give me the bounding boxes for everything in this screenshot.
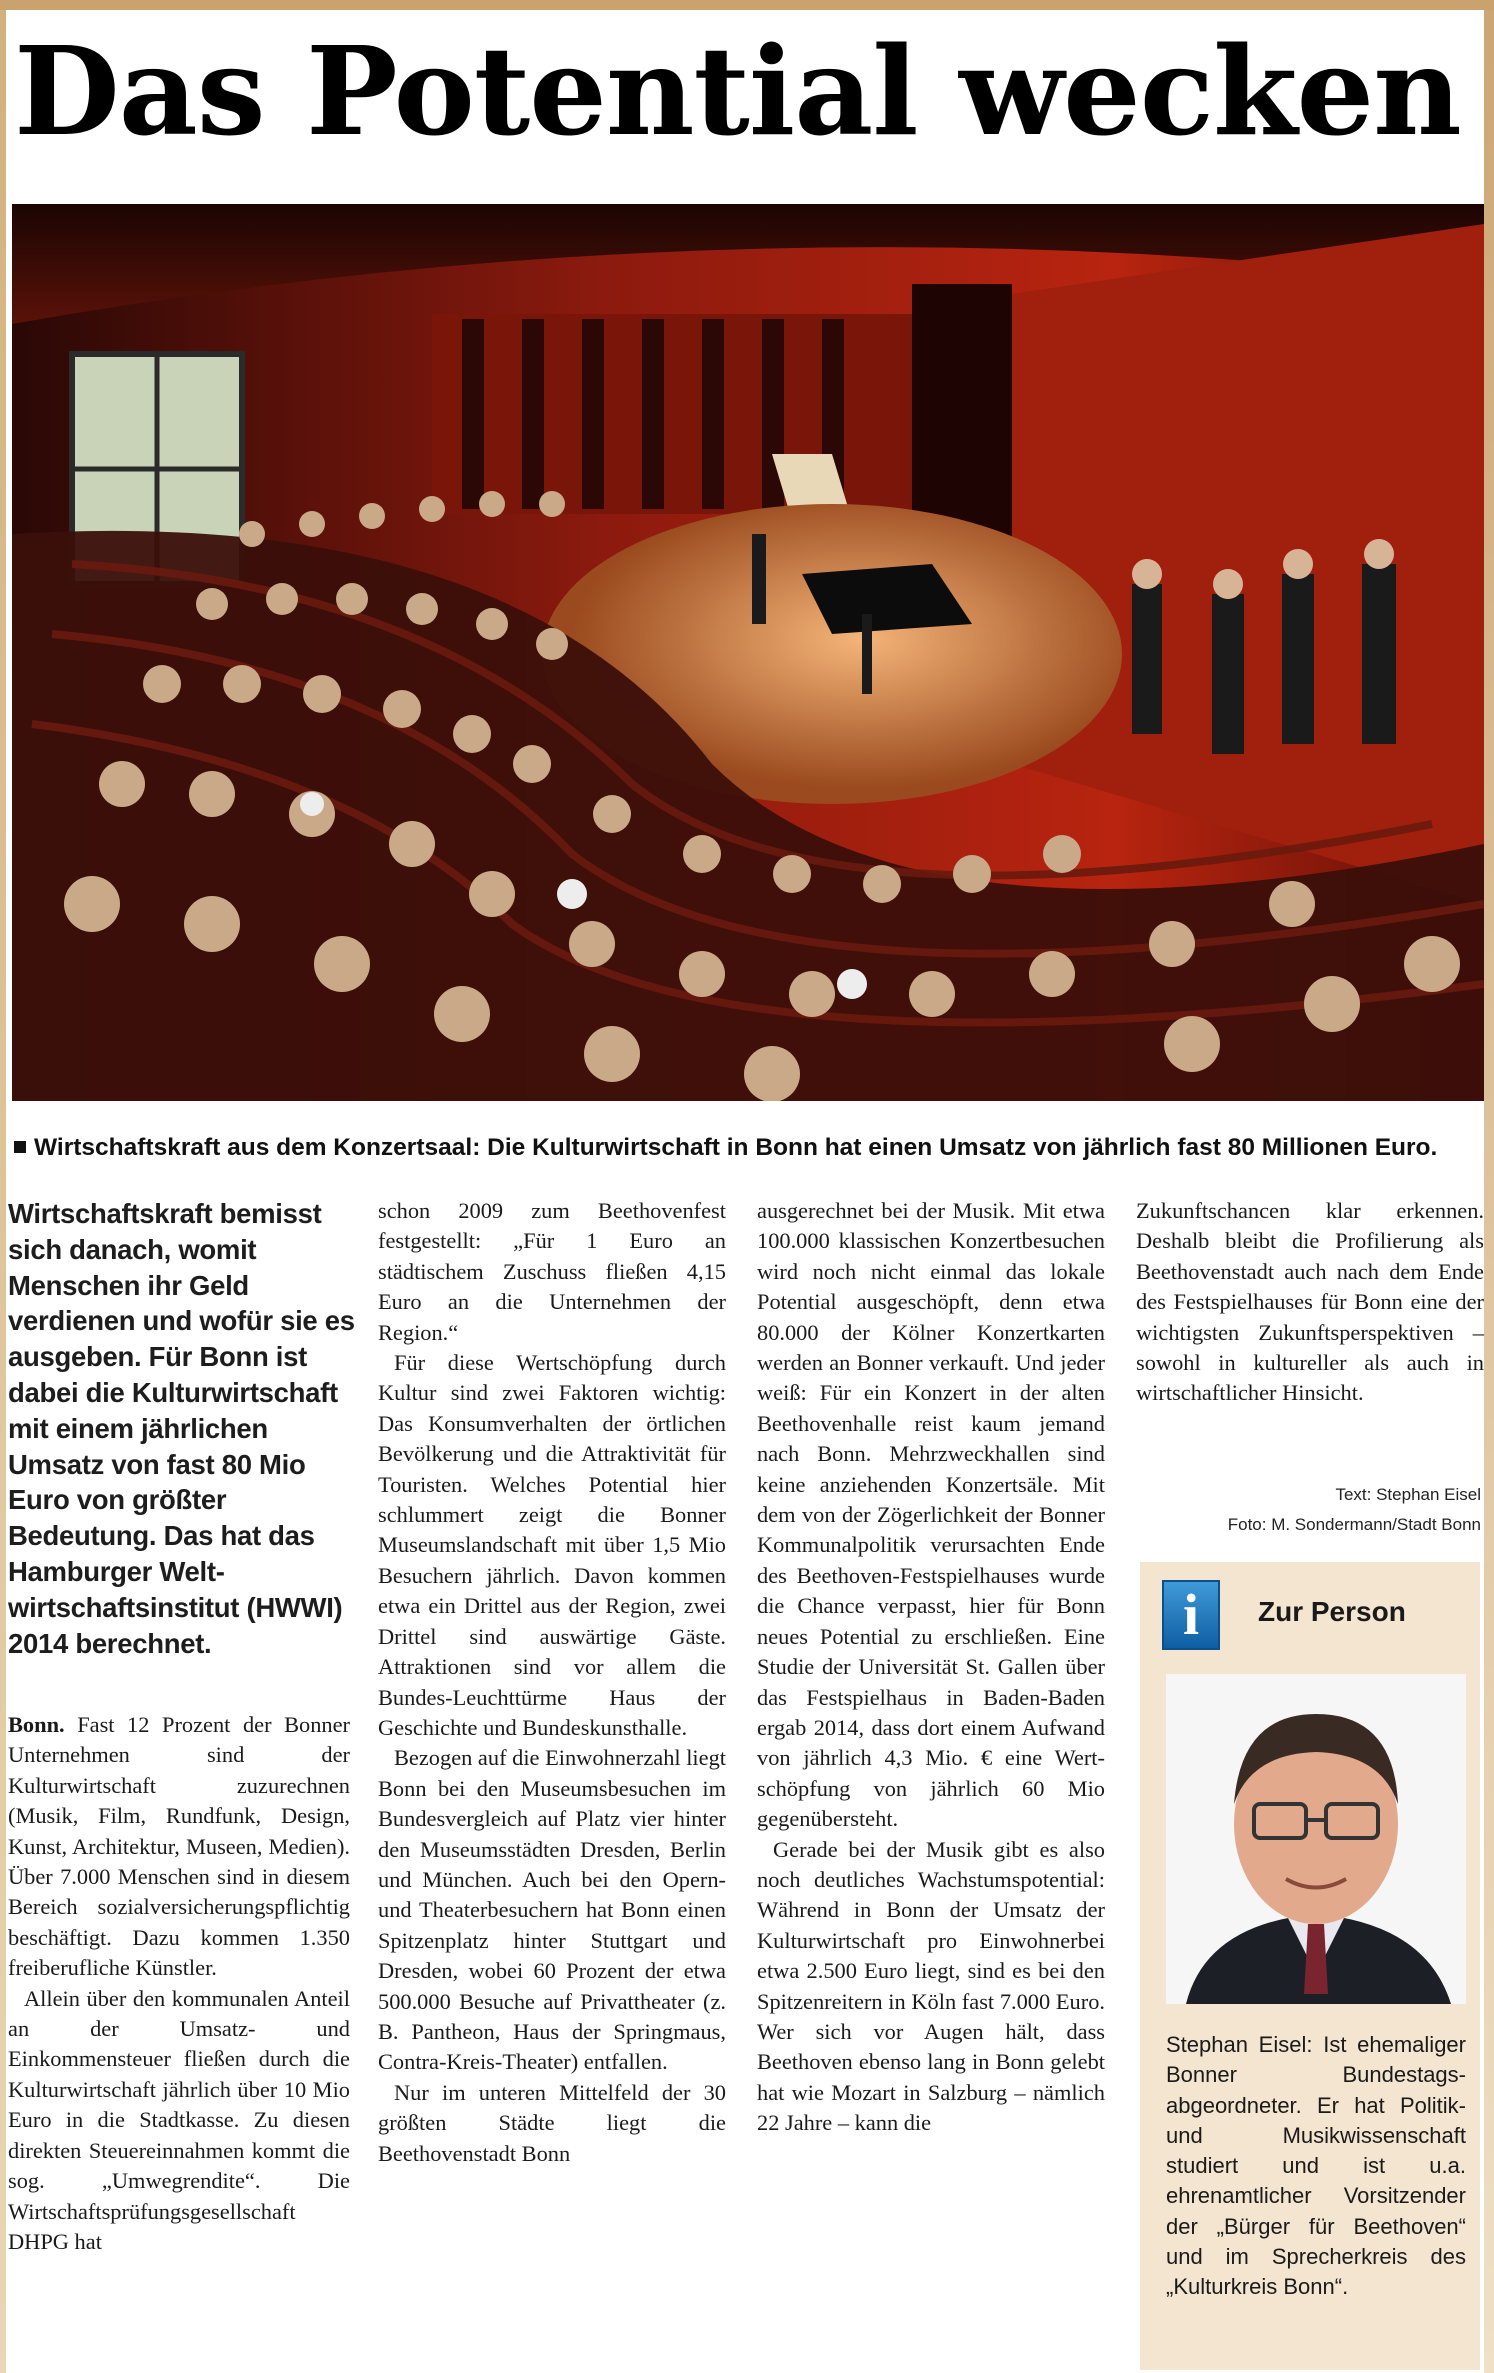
article-column-4 (1136, 1196, 1484, 1409)
caption-bullet (14, 1141, 26, 1153)
headline: Das Potential wecken (14, 19, 1461, 163)
credits (1136, 1480, 1481, 1540)
article-paragraph: Bezogen auf die Einwohnerzahl liegt Bonn bei den Museumsbesuchen im Bundesvergleich auf Platz vier hinter den Museumsstädten Dresden, Berlin und München. Auch bei den Opern- und Theaterbesuchern hat Bonn einen Spitzenplatz hinter Stuttgart und Dresden, wobei 60 Prozent der etwa 500.000 Besuche auf Privattheater (z. B. Pantheon, Haus der Springmaus, Contra-Kreis-Theater) entfallen. (378, 1745, 727, 2075)
photo-caption (14, 1128, 1484, 1168)
article-paragraph: schon 2009 zum Beethovenfest festgestellt: „Für 1 Euro an städtischem Zuschuss fließen 4,15 Euro an die Unternehmen der Region.“ (378, 1198, 726, 1345)
concert-hall-photo (12, 204, 1484, 1101)
caption-text: Wirtschaftskraft aus dem Konzertsaal: Die Kulturwirtschaft in Bonn hat einen Umsatz von jährlich fast 80 Millionen Euro. (34, 1134, 1438, 1161)
page-left-border (0, 10, 6, 2373)
article-paragraph: Bonn. Fast 12 Prozent der Bonner Unternehmen sind der Kulturwirtschaft zuzurechnen (Musik, Film, Rundfunk, Design, Kunst, Architektur, Museen, Medien). Über 7.000 Menschen sind in diesem Bereich sozialversicherungspflichtig beschäftigt. Dazu kommen 1.350 freiberufliche Künstler. (8, 1712, 350, 1981)
info-box (1140, 1562, 1480, 2370)
article-paragraph: Für diese Wertschöpfung durch Kultur sind zwei Faktoren wichtig: Das Konsumverhalten der örtlichen Bevölkerung und die Attraktivität für Touristen. Welches Potential hier schlummert zeigt die Bonner Museumslandschaft mit über 1,5 Mio Besuchern jährlich. Davon kommen etwa ein Drittel aus der Region, zwei Drittel sind auswärtige Gäste. Attraktionen sind vor allem die Bundes-Leuchttürme Haus der Geschichte und Bundeskunsthalle. (378, 1350, 726, 1740)
info-box-title: Zur Person (1258, 1596, 1406, 1627)
info-icon: i (1162, 1580, 1220, 1650)
author-portrait (1166, 1674, 1466, 2004)
text-credit: Text: Stephan Eisel (1335, 1485, 1481, 1504)
concert-hall-illustration (12, 204, 1484, 1101)
article-column-1 (8, 1710, 350, 2257)
dateline: Bonn. (8, 1712, 65, 1737)
page-top-border (0, 0, 1494, 10)
article-column-3 (757, 1196, 1105, 2139)
article-paragraph: Gerade bei der Musik gibt es also noch deutliches Wachstumspotential: Während in Bonn der Umsatz der Kulturwirtschaft pro Einwohnerbei etwa 2.500 Euro liegt, sind es bei den Spitzenreitern in Köln fast 7.000 Euro. Wer sich vor Augen hält, dass Beethoven ebenso lang in Bonn gelebt hat wie Mozart in Salzburg – nämlich 22 Jahre – kann die (757, 1836, 1105, 2136)
article-paragraph: Allein über den kommunalen Anteil an der Umsatz- und Einkommensteuer fließen durch die Kulturwirtschaft jährlich über 10 Mio Euro in die Stadtkasse. Zu diesen direkten Steuereinnahmen kommt die sog. „Umwegrendite“. Die Wirtschaftsprüfungsgesellschaft DHPG hat (8, 1985, 350, 2254)
article-paragraph: ausgerechnet bei der Musik. Mit etwa 100.000 klassischen Konzertbesuchen wird noch nicht einmal das lokale Potential ausgeschöpft, denn etwa 80.000 der Kölner Konzertkarten werden an Bonner verkauft. Und jeder weiß: Für ein Konzert in der alten Beethovenhalle reist kaum jemand nach Bonn. Mehrzweckhallen sind keine anziehenden Konzertsäle. Mit dem von der Zögerlichkeit der Bonner Kommunalpolitik verursachten Ende des Beethoven-Festspielhauses wurde die Chance verpasst, hier für Bonn neues Potential zu erschließen. Eine Studie der Universität St. Gallen über das Festspielhaus in Baden-Baden ergab 2014, dass dort einem Aufwand von jährlich 4,3 Mio. € eine Wertschöpfung von jährlich 60 Mio gegenübersteht. (757, 1198, 1105, 1832)
lead-paragraph: Wirtschaftskraft bemisst sich danach, womit Menschen ihr Geld verdienen und wofür sie es ausgeben. Für Bonn ist dabei die Kulturwirtschaft mit einem jährlichen Umsatz von fast 80 Mio Euro von größter Bedeutung. Das hat das Hamburger Weltwirtschaftsinstitut (HWWI) 2014 berechnet. (8, 1198, 355, 1659)
article-paragraph: Nur im unteren Mittelfeld der 30 größten Städte liegt die Beethovenstadt Bonn (378, 2079, 726, 2166)
article-paragraph: Zukunftschancen klar erkennen. Deshalb bleibt die Profilierung als Beethovenstadt auch nach dem Ende des Festspielhauses für Bonn eine der wichtigsten Zukunftsperspektiven – sowohl in kultureller als auch in wirtschaftlicher Hinsicht. (1136, 1198, 1484, 1406)
photo-credit: Foto: M. Sondermann/Stadt Bonn (1227, 1515, 1481, 1534)
article-column-2 (378, 1196, 726, 2169)
page-right-border (1484, 10, 1494, 2373)
author-portrait-illustration (1166, 1674, 1466, 2004)
info-box-text: Stephan Eisel: Ist ehemaliger Bonner Bundestagsabgeordneter. Er hat Politik- und Musikwissenschaft studiert und ist u.a. ehrenamtlicher Vorsitzender der „Bürger für Beethoven“ und im Sprecherkreis des „Kulturkreis Bonn“. (1166, 2032, 1466, 2300)
